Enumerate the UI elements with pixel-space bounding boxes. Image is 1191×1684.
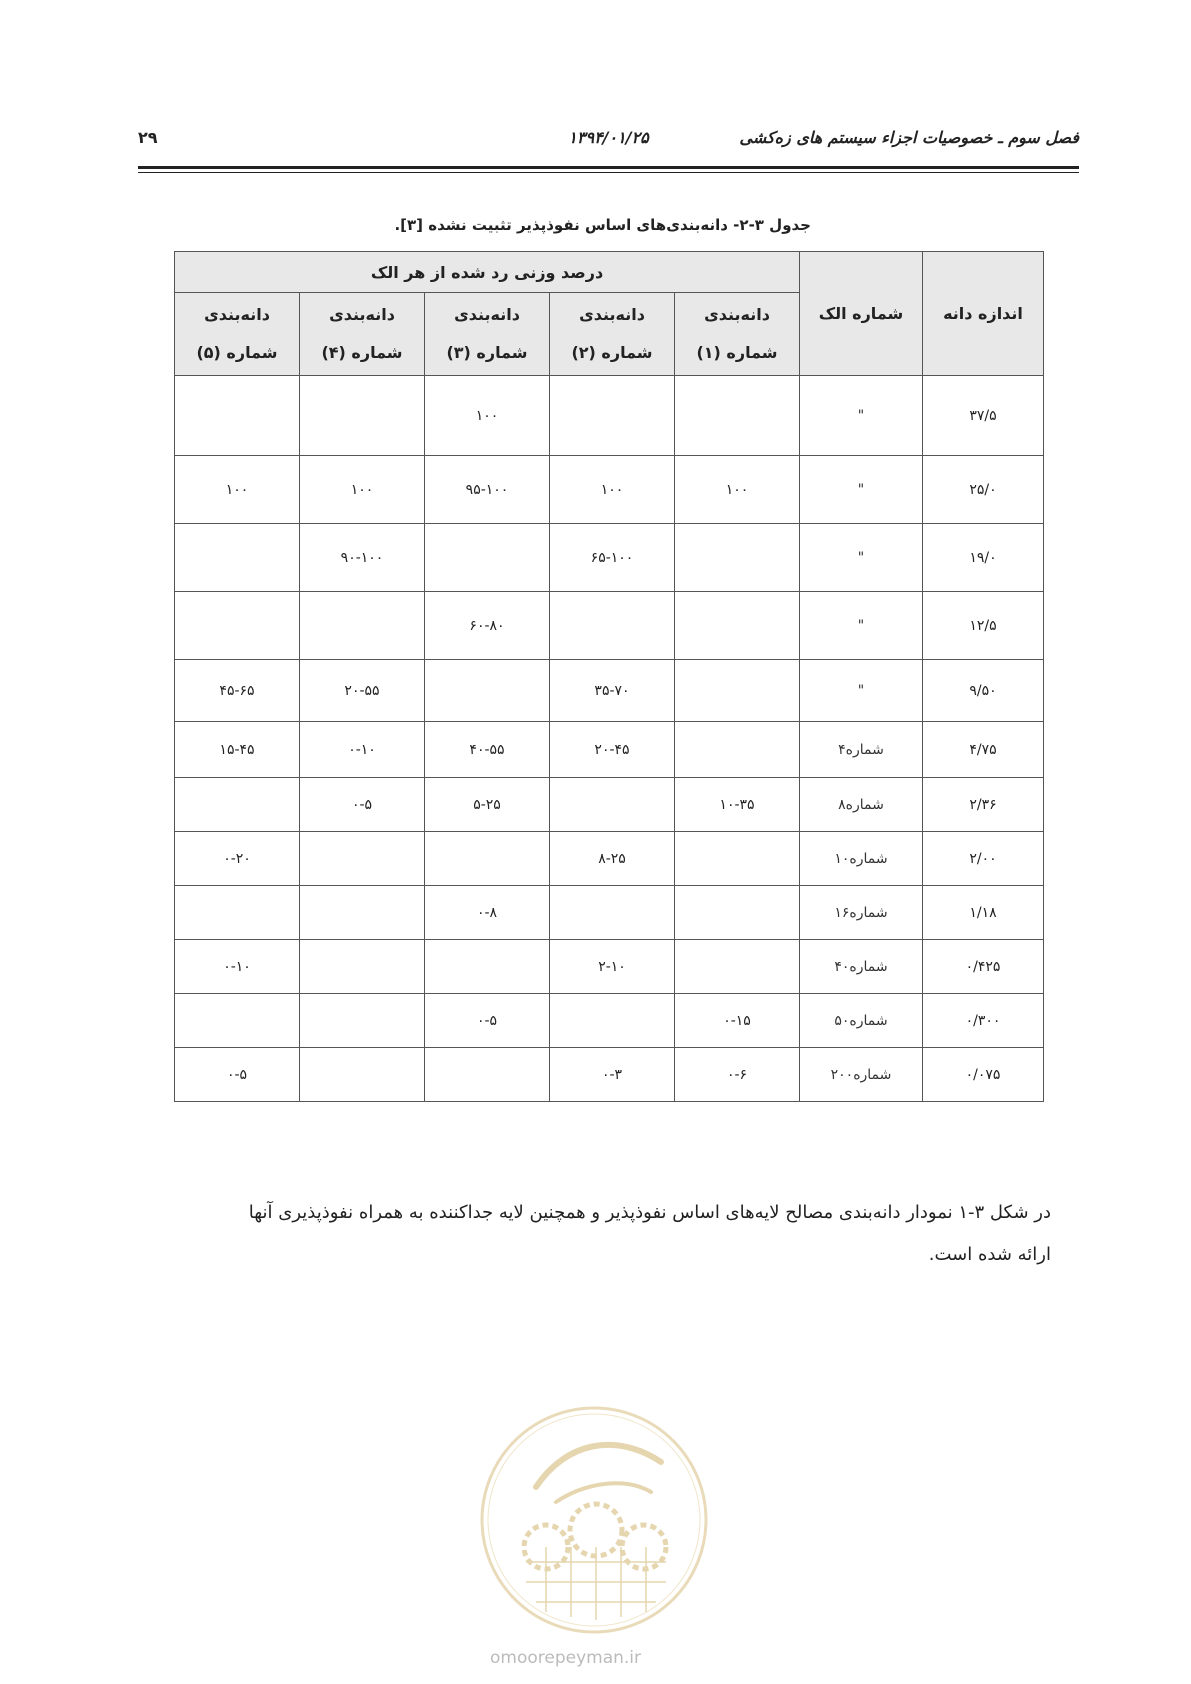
col-header-group: درصد وزنی رد شده از هر الک: [175, 252, 800, 293]
grain-size-cell: ۲۵/۰: [923, 456, 1044, 524]
percent-cell-g3: ۴۰-۵۵: [425, 722, 550, 778]
table-row: [175, 1048, 1044, 1102]
percent-cell-g4: [300, 1048, 425, 1102]
gradation-label: دانه‌بندی: [204, 305, 270, 324]
percent-cell-g5: ۰-۲۰: [175, 832, 300, 886]
percent-cell-g2: ۶۵-۱۰۰: [550, 524, 675, 592]
table-row: [175, 660, 1044, 722]
table-row: [175, 524, 1044, 592]
percent-cell-g5: ۴۵-۶۵: [175, 660, 300, 722]
sieve-cell: شماره۱۶: [800, 886, 923, 940]
percent-cell-g1: [675, 376, 800, 456]
grain-size-cell: ۰/۴۲۵: [923, 940, 1044, 994]
paragraph-line-2: ارائه شده است.: [928, 1244, 1051, 1265]
header-date: ۱۳۹۴/۰۱/۲۵: [568, 128, 649, 147]
sieve-cell: ": [800, 592, 923, 660]
percent-cell-g3: ۰-۸: [425, 886, 550, 940]
percent-cell-g1: ۰-۶: [675, 1048, 800, 1102]
gradation-number: شماره (۱): [696, 343, 778, 362]
percent-cell-g1: [675, 940, 800, 994]
table-caption: جدول ۳-۲- دانه‌بندی‌های اساس نفوذپذیر تثبیت نشده [۳].: [394, 216, 811, 234]
percent-cell-g5: [175, 376, 300, 456]
percent-cell-g1: [675, 832, 800, 886]
sieve-cell: ": [800, 524, 923, 592]
percent-cell-g4: ۱۰۰: [300, 456, 425, 524]
sieve-cell: ": [800, 660, 923, 722]
percent-cell-g1: ۱۰۰: [675, 456, 800, 524]
percent-cell-g3: ۰-۵: [425, 994, 550, 1048]
percent-cell-g4: [300, 886, 425, 940]
grain-size-cell: ۴/۷۵: [923, 722, 1044, 778]
percent-cell-g3: [425, 1048, 550, 1102]
grain-size-cell: ۳۷/۵: [923, 376, 1044, 456]
percent-cell-g2: ۰-۳: [550, 1048, 675, 1102]
percent-cell-g1: ۱۰-۳۵: [675, 778, 800, 832]
sieve-cell: ": [800, 456, 923, 524]
page-number: ۲۹: [138, 128, 158, 147]
percent-cell-g5: ۰-۱۰: [175, 940, 300, 994]
col-header-gradation-3: [425, 293, 550, 376]
body-paragraph: [138, 1192, 1051, 1276]
gradation-label: دانه‌بندی: [704, 305, 770, 324]
col-header-gradation-1: [675, 293, 800, 376]
grain-size-cell: ۰/۰۷۵: [923, 1048, 1044, 1102]
percent-cell-g2: ۲۰-۴۵: [550, 722, 675, 778]
percent-cell-g2: ۲-۱۰: [550, 940, 675, 994]
gradation-label: دانه‌بندی: [579, 305, 645, 324]
percent-cell-g1: ۰-۱۵: [675, 994, 800, 1048]
sieve-cell: شماره۴۰: [800, 940, 923, 994]
col-header-sieve: شماره الک: [800, 252, 923, 376]
percent-cell-g1: [675, 524, 800, 592]
percent-cell-g3: ۱۰۰: [425, 376, 550, 456]
percent-cell-g2: ۱۰۰: [550, 456, 675, 524]
percent-cell-g3: [425, 524, 550, 592]
percent-cell-g4: ۹۰-۱۰۰: [300, 524, 425, 592]
percent-cell-g1: [675, 722, 800, 778]
grain-size-cell: ۲/۰۰: [923, 832, 1044, 886]
table-row: [175, 592, 1044, 660]
table-row: [175, 994, 1044, 1048]
chapter-title: فصل سوم ـ خصوصیات اجزاء سیستم های زه‌کشی: [739, 128, 1079, 147]
percent-cell-g5: ۰-۵: [175, 1048, 300, 1102]
percent-cell-g2: [550, 592, 675, 660]
watermark-logo: [476, 1402, 712, 1638]
page-header: [138, 128, 1079, 168]
table-row: [175, 832, 1044, 886]
table-row: [175, 778, 1044, 832]
percent-cell-g4: [300, 832, 425, 886]
percent-cell-g5: [175, 592, 300, 660]
percent-cell-g5: [175, 886, 300, 940]
percent-cell-g4: [300, 994, 425, 1048]
percent-cell-g3: ۵-۲۵: [425, 778, 550, 832]
sieve-cell: شماره۱۰: [800, 832, 923, 886]
grain-size-cell: ۱/۱۸: [923, 886, 1044, 940]
grain-size-cell: ۱۲/۵: [923, 592, 1044, 660]
sieve-cell: شماره۸: [800, 778, 923, 832]
percent-cell-g4: [300, 592, 425, 660]
grain-size-cell: ۰/۳۰۰: [923, 994, 1044, 1048]
paragraph-line-1: در شکل ۳-۱ نمودار دانه‌بندی مصالح لایه‌های اساس نفوذپذیر و همچنین لایه جداکننده به همراه نفوذپذیری آنها: [248, 1202, 1051, 1223]
percent-cell-g5: [175, 778, 300, 832]
sieve-cell: شماره۴: [800, 722, 923, 778]
percent-cell-g3: ۶۰-۸۰: [425, 592, 550, 660]
percent-cell-g1: [675, 886, 800, 940]
percent-cell-g4: [300, 376, 425, 456]
percent-cell-g5: ۱۵-۴۵: [175, 722, 300, 778]
percent-cell-g2: ۸-۲۵: [550, 832, 675, 886]
gradation-number: شماره (۵): [196, 343, 278, 362]
percent-cell-g2: [550, 994, 675, 1048]
watermark-site: omoorepeyman.ir: [490, 1648, 642, 1668]
percent-cell-g4: [300, 940, 425, 994]
gradation-number: شماره (۴): [321, 343, 403, 362]
percent-cell-g1: [675, 660, 800, 722]
table-row: [175, 722, 1044, 778]
percent-cell-g2: [550, 778, 675, 832]
gradation-number: شماره (۳): [446, 343, 528, 362]
gradation-label: دانه‌بندی: [454, 305, 520, 324]
header-rule-thin: [138, 172, 1079, 173]
header-rule-thick: [138, 166, 1079, 169]
percent-cell-g3: ۹۵-۱۰۰: [425, 456, 550, 524]
sieve-cell: شماره۵۰: [800, 994, 923, 1048]
grain-size-cell: ۲/۳۶: [923, 778, 1044, 832]
table-row: [175, 456, 1044, 524]
percent-cell-g1: [675, 592, 800, 660]
table-row: [175, 376, 1044, 456]
grain-size-cell: ۱۹/۰: [923, 524, 1044, 592]
percent-cell-g4: ۰-۱۰: [300, 722, 425, 778]
percent-cell-g3: [425, 660, 550, 722]
percent-cell-g4: ۲۰-۵۵: [300, 660, 425, 722]
gradation-number: شماره (۲): [571, 343, 653, 362]
percent-cell-g3: [425, 940, 550, 994]
percent-cell-g3: [425, 832, 550, 886]
gradation-table: [174, 251, 1044, 1102]
percent-cell-g4: ۰-۵: [300, 778, 425, 832]
col-header-gradation-2: [550, 293, 675, 376]
sieve-cell: ": [800, 376, 923, 456]
table-body: [175, 376, 1044, 1102]
percent-cell-g5: [175, 524, 300, 592]
col-header-gradation-5: [175, 293, 300, 376]
grain-size-cell: ۹/۵۰: [923, 660, 1044, 722]
gradation-label: دانه‌بندی: [329, 305, 395, 324]
col-header-grain-size: اندازه دانه: [923, 252, 1044, 376]
percent-cell-g2: [550, 376, 675, 456]
percent-cell-g5: [175, 994, 300, 1048]
table-row: [175, 886, 1044, 940]
table-row: [175, 940, 1044, 994]
sieve-cell: شماره۲۰۰: [800, 1048, 923, 1102]
percent-cell-g2: [550, 886, 675, 940]
col-header-gradation-4: [300, 293, 425, 376]
percent-cell-g5: ۱۰۰: [175, 456, 300, 524]
percent-cell-g2: ۳۵-۷۰: [550, 660, 675, 722]
